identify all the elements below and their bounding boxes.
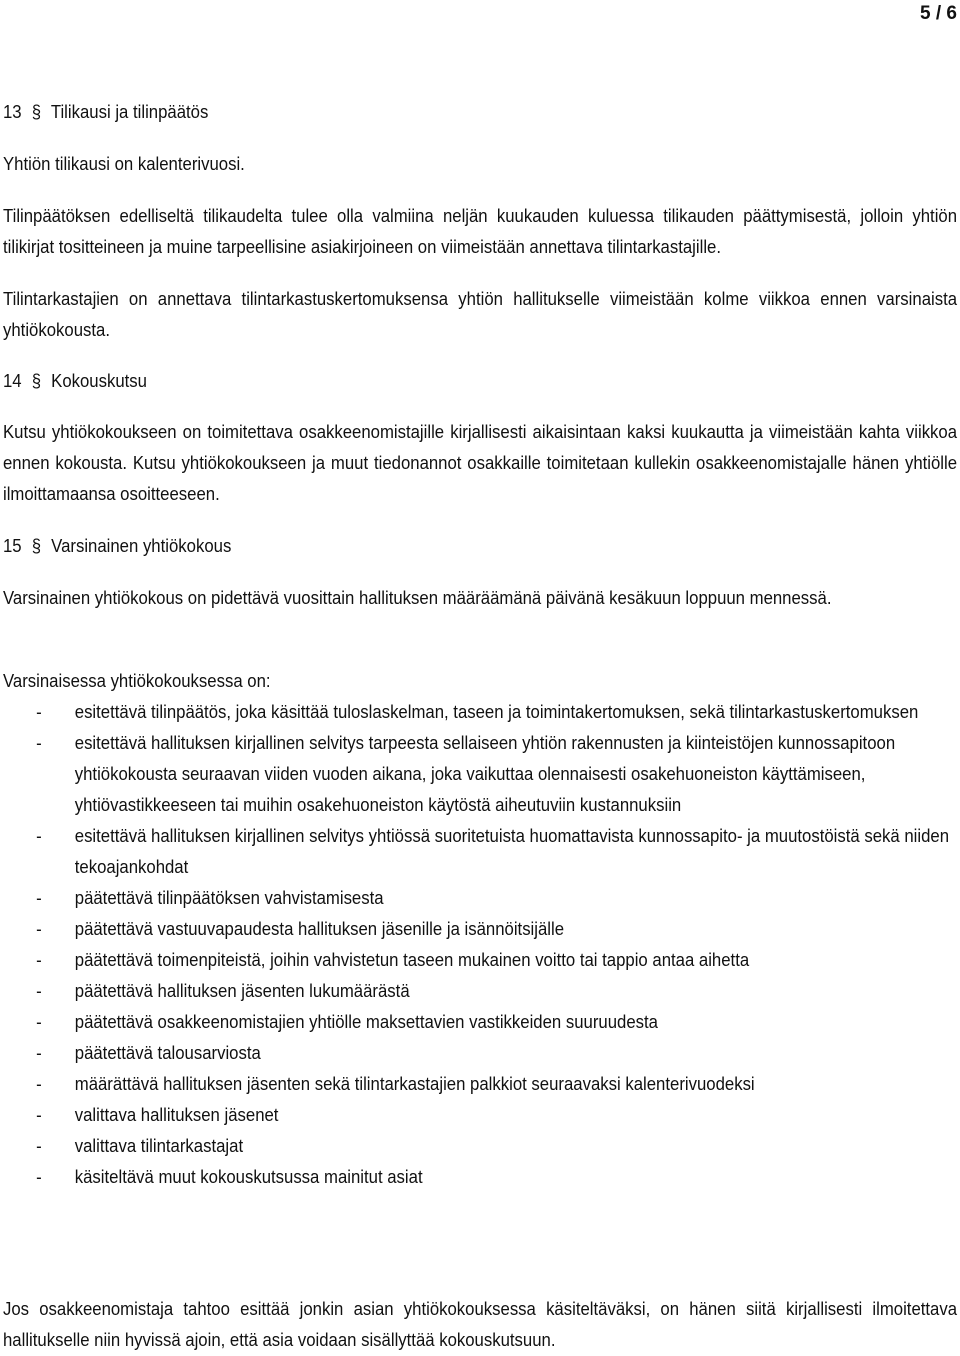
agenda-item-text: päätettävä toimenpiteistä, joihin vahvistetun taseen mukainen voitto tai tappio antaa aihetta	[74, 950, 750, 970]
list-dash: -	[36, 702, 42, 722]
list-dash: -	[36, 950, 42, 970]
agenda-list-item	[3, 1069, 957, 1100]
agenda-list-item	[3, 728, 957, 821]
agenda-item-text: käsiteltävä muut kokouskutsussa mainitut asiat	[74, 1167, 423, 1187]
document-page	[3, 0, 957, 1356]
section-14-heading	[3, 366, 957, 397]
section-13-paragraph-1: Yhtiön tilikausi on kalenterivuosi.	[3, 154, 245, 174]
section-14-title: Kokouskutsu	[51, 371, 147, 391]
section-13-paragraph-3: Tilintarkastajien on annettava tilintarkastuskertomuksensa yhtiön hallitukselle viimeistään kolme viikkoa ennen varsinaista yhtiökokousta.	[3, 289, 958, 340]
section-14-paragraph-1: Kutsu yhtiökokoukseen on toimitettava osakkeenomistajille kirjallisesti aikaisintaan kaksi kuukautta ja viimeistään kahta viikkoa ennen kokousta. Kutsu yhtiökokoukseen ja muut tiedonannot osakkaille toimitetaan kullekin osakkeenomistajalle hänen yhtiölle ilmoittamaansa osoitteeseen.	[3, 422, 958, 504]
section-13-paragraph-2: Tilinpäätöksen edelliseltä tilikaudelta tulee olla valmiina neljän kuukauden kuluessa tilikauden päättymisestä, jolloin yhtiön tilikirjat tositteineen ja muine tarpeellisine asiakirjoineen on viimeistään annettava tilintarkastajille.	[3, 206, 958, 257]
agenda-list-item	[3, 697, 957, 728]
agenda-item-text: määrättävä hallituksen jäsenten sekä tilintarkastajien palkkiot seuraavaksi kalenterivuodeksi	[74, 1074, 755, 1094]
agenda-item-text: päätettävä hallituksen jäsenten lukumäärästä	[74, 981, 410, 1001]
list-dash: -	[36, 1012, 42, 1032]
list-dash: -	[36, 826, 42, 846]
list-dash: -	[36, 919, 42, 939]
agenda-list-item	[3, 1038, 957, 1069]
agenda-item-text: valittava hallituksen jäsenet	[74, 1105, 279, 1125]
agenda-list-item	[3, 1131, 957, 1162]
agenda-list-container	[3, 697, 957, 1193]
section-14-number: 14	[3, 371, 22, 391]
agenda-item-text: päätettävä osakkeenomistajien yhtiölle maksettavien vastikkeiden suuruudesta	[74, 1012, 658, 1032]
list-dash: -	[36, 981, 42, 1001]
agenda-list-item	[3, 1162, 957, 1193]
section-15-heading	[3, 531, 957, 562]
section-15-paragraph-3: Jos osakkeenomistaja tahtoo esittää jonkin asian yhtiökokouksessa käsiteltäväksi, on hänen siitä kirjallisesti ilmoitettava hallitukselle niin hyvissä ajoin, että asia voidaan sisällyttää kokouskutsuun.	[3, 1299, 958, 1350]
agenda-list-item	[3, 914, 957, 945]
list-dash: -	[36, 888, 42, 908]
section-15-paragraph-2: Varsinaisessa yhtiökokouksessa on:	[3, 671, 271, 691]
list-dash: -	[36, 733, 42, 753]
section-15-number: 15	[3, 536, 22, 556]
list-dash: -	[36, 1136, 42, 1156]
agenda-list-item	[3, 945, 957, 976]
agenda-list-item	[3, 1007, 957, 1038]
section-15-paragraph-1: Varsinainen yhtiökokous on pidettävä vuosittain hallituksen määräämänä päivänä kesäkuun loppuun mennessä.	[3, 588, 832, 608]
section-15-title: Varsinainen yhtiökokous	[51, 536, 232, 556]
section-13-title: Tilikausi ja tilinpäätös	[50, 102, 209, 122]
agenda-item-text: päätettävä tilinpäätöksen vahvistamisesta	[74, 888, 384, 908]
agenda-item-text: esitettävä tilinpäätös, joka käsittää tuloslaskelman, taseen ja toimintakertomuksen, sekä tilintarkastuskertomuksen	[74, 702, 919, 722]
section-sign: §	[31, 371, 42, 391]
agenda-item-text: esitettävä hallituksen kirjallinen selvitys tarpeesta sellaiseen yhtiön rakennusten ja kiinteistöjen kunnossapitoon yhtiökokousta seuraavan viiden vuoden aikana, joka vaikuttaa olennaisesti osakehuoneiston käyttämiseen, yhtiövastikkeeseen tai muihin osakehuoneiston käytöstä aiheutuviin kustannuksiin	[74, 733, 896, 815]
agenda-list	[3, 697, 957, 1193]
section-sign: §	[31, 536, 42, 556]
list-dash: -	[36, 1105, 42, 1125]
agenda-item-text: päätettävä talousarviosta	[74, 1043, 261, 1063]
section-13-heading	[3, 97, 957, 128]
list-dash: -	[36, 1167, 42, 1187]
section-13-number: 13	[3, 102, 22, 122]
agenda-list-item	[3, 1100, 957, 1131]
agenda-item-text: päätettävä vastuuvapaudesta hallituksen jäsenille ja isännöitsijälle	[74, 919, 565, 939]
agenda-item-text: esitettävä hallituksen kirjallinen selvitys yhtiössä suoritetuista huomattavista kunnossapito- ja muutostöistä sekä niiden tekoajankohdat	[74, 826, 950, 877]
list-dash: -	[36, 1074, 42, 1094]
page-number: 5 / 6	[920, 3, 957, 24]
agenda-list-item	[3, 976, 957, 1007]
section-sign: §	[31, 102, 42, 122]
agenda-list-item	[3, 821, 957, 883]
agenda-item-text: valittava tilintarkastajat	[74, 1136, 244, 1156]
list-dash: -	[36, 1043, 42, 1063]
agenda-list-item	[3, 883, 957, 914]
